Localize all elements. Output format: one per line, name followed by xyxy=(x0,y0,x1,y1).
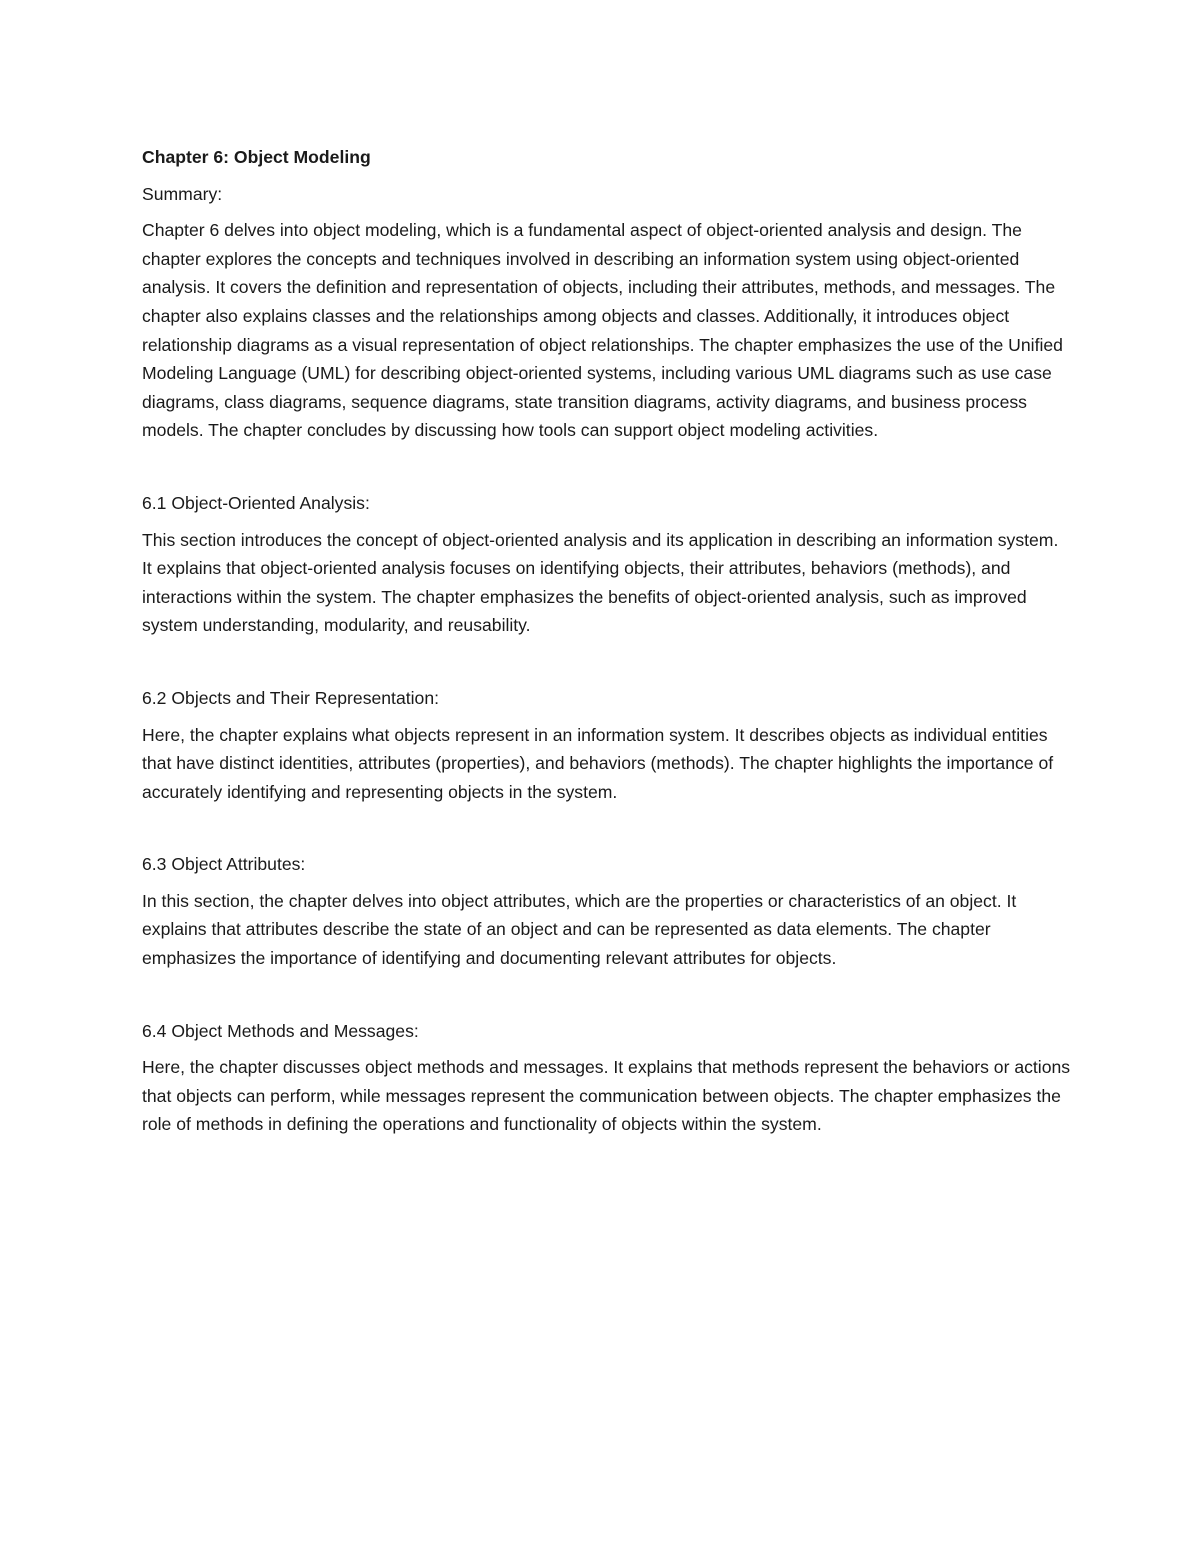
summary-paragraph: Chapter 6 delves into object modeling, which is a fundamental aspect of object-oriented analysis and design. The chapter explores the concepts and techniques involved in describing an information system using object-oriented analysis. It covers the definition and representation of objects, including their attributes, methods, and messages. The chapter also explains classes and the relationships among objects and classes. Additionally, it introduces object relationship diagrams as a visual representation of object relationships. The chapter emphasizes the use of the Unified Modeling Language (UML) for describing object-oriented systems, including various UML diagrams such as use case diagrams, class diagrams, sequence diagrams, state transition diagrams, activity diagrams, and business process models. The chapter concludes by discussing how tools can support object modeling activities. xyxy=(142,220,1063,441)
section-heading: 6.1 Object-Oriented Analysis: xyxy=(142,492,370,513)
section-6-2 xyxy=(142,684,1072,806)
section-paragraph: Here, the chapter discusses object methods and messages. It explains that methods represent the behaviors or actions that objects can perform, while messages represent the communication between objects. The chapter emphasizes the role of methods in defining the operations and functionality of objects within the system. xyxy=(142,1057,1071,1135)
section-6-1 xyxy=(142,489,1072,640)
section-heading: 6.3 Object Attributes: xyxy=(142,854,306,875)
section-heading: 6.4 Object Methods and Messages: xyxy=(142,1020,419,1041)
section-paragraph: In this section, the chapter delves into object attributes, which are the properties or characteristics of an object. It explains that attributes describe the state of an object and can be represented as data elements. The chapter emphasizes the importance of identifying and documenting relevant attributes for objects. xyxy=(142,890,1017,969)
section-heading: 6.2 Objects and Their Representation: xyxy=(142,687,439,708)
summary-label: Summary: xyxy=(142,183,223,204)
section-6-4 xyxy=(142,1017,1072,1139)
section-6-3 xyxy=(142,850,1072,972)
section-paragraph: This section introduces the concept of object-oriented analysis and its application in describing an information system. It explains that object-oriented analysis focuses on identifying objects, their attributes, behaviors (methods), and interactions within the system. The chapter emphasizes the benefits of object-oriented analysis, such as improved system understanding, modularity, and reusability. xyxy=(142,529,1059,636)
chapter-title: Chapter 6: Object Modeling xyxy=(142,147,371,167)
section-paragraph: Here, the chapter explains what objects represent in an information system. It describes objects as individual entities that have distinct identities, attributes (properties), and behaviors (methods). The chapter highlights the importance of accurately identifying and representing objects in the system. xyxy=(142,724,1054,802)
document-content xyxy=(142,143,1072,1139)
